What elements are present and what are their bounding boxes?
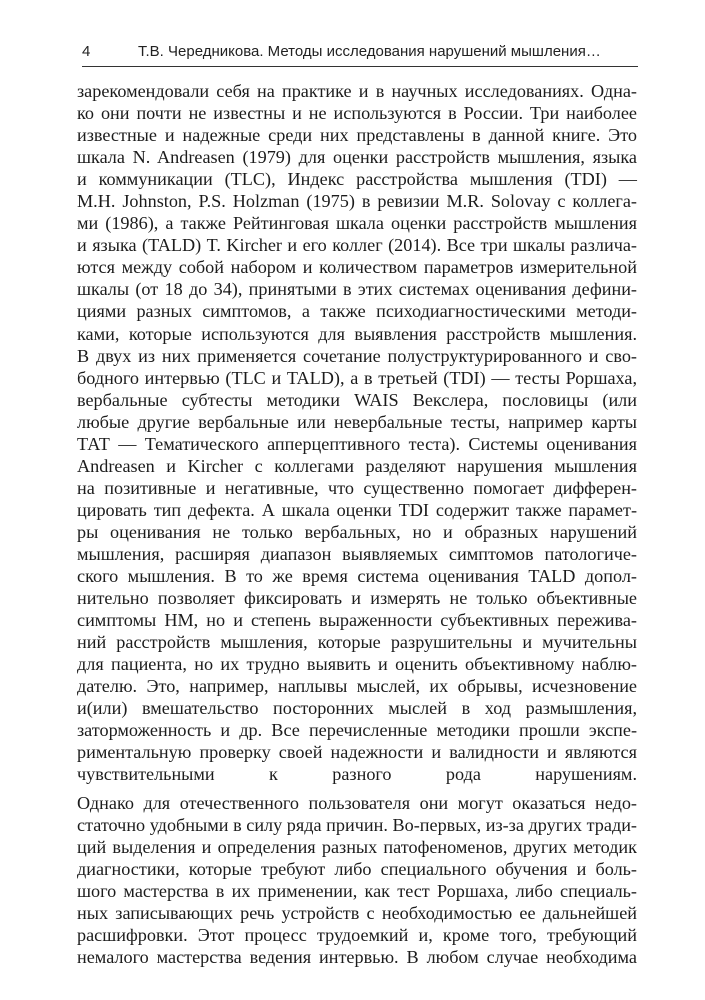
paragraph: Однако для отечественного пользователя они могут оказаться недо- статочно удобными в силу ряда причин. Во-первых, из-за других тради- ций выделения и определения разных патофеноменов, других методик диагностики, которые требуют либо специального обучения и боль- шого мастерства в их применении, как тест Роршаха, либо специаль- ных записывающих речь устройств с необходимостью ее дальнейшей расшифровки. Этот процесс трудоемкий и, кроме того, требующий немалого мастерства ведения интервью. В любом случае необходима bbox=[77, 792, 637, 967]
running-header bbox=[82, 41, 627, 65]
paragraph: зарекомендовали себя на практике и в научных исследованиях. Одна- ко они почти не известны и не используются в России. Три наиболее известные и надежные среди них представлены в данной книге. Это шкала N. Andreasen (1979) для оценки расстройств мышления, языка и коммуникации (TLC), Индекс расстройства мышления (TDI) — M.H. Johnston, P.S. Holzman (1975) в ревизии M.R. Solovay с коллега- ми (1986), а также Рейтинговая шкала оценки расстройств мышления и языка (TALD) T. Kircher и его коллег (2014). Все три шкалы различа- ются между собой набором и количеством параметров измерительной шкалы (от 18 до 34), принятыми в этих системах оценивания дефини- циями разных симптомов, а также психодиагностическими методи- ками, которые используются для выявления расстройств мышления. В двух из них применяется сочетание полуструктурированного и сво- бодного интервью (TLC и TALD), а в третьей (TDI) — тесты Роршаха, вербальные субтесты методики WAIS Векслера, пословицы (или любые другие вербальные или невербальные тесты, например карты ТАТ — Тематического апперцептивного теста). Системы оценивания Andreasen и Kircher с коллегами разделяют нарушения мышления на позитивные и негативные, что существенно помогает дифферен- цировать тип дефекта. А шкала оценки TDI содержит также парамет- ры оценивания не только вербальных, но и образных нарушений мышления, расширяя диапазон выявляемых симптомов патологиче- ского мышления. В то же время система оценивания TALD допол- нительно позволяет фиксировать и измерять не только объективные симптомы НМ, но и степень выраженности субъективных пережива- ний расстройств мышления, которые разрушительны и мучительны для пациента, но их трудно выявить и оценить объективному наблю- дателю. Это, например, наплывы мыслей, их обрывы, исчезновение и(или) вмешательство посторонних мыслей в ход размышления, заторможенность и др. Все перечисленные методики прошли экспе- риментальную проверку своей надежности и валидности и являются чувствительными к разного рода нарушениям. bbox=[77, 81, 637, 785]
header-rule bbox=[82, 66, 638, 67]
page-number: 4 bbox=[82, 43, 91, 60]
body-text bbox=[77, 80, 637, 968]
running-title: Т.В. Чередникова. Методы исследования нарушений мышления… bbox=[138, 43, 601, 60]
